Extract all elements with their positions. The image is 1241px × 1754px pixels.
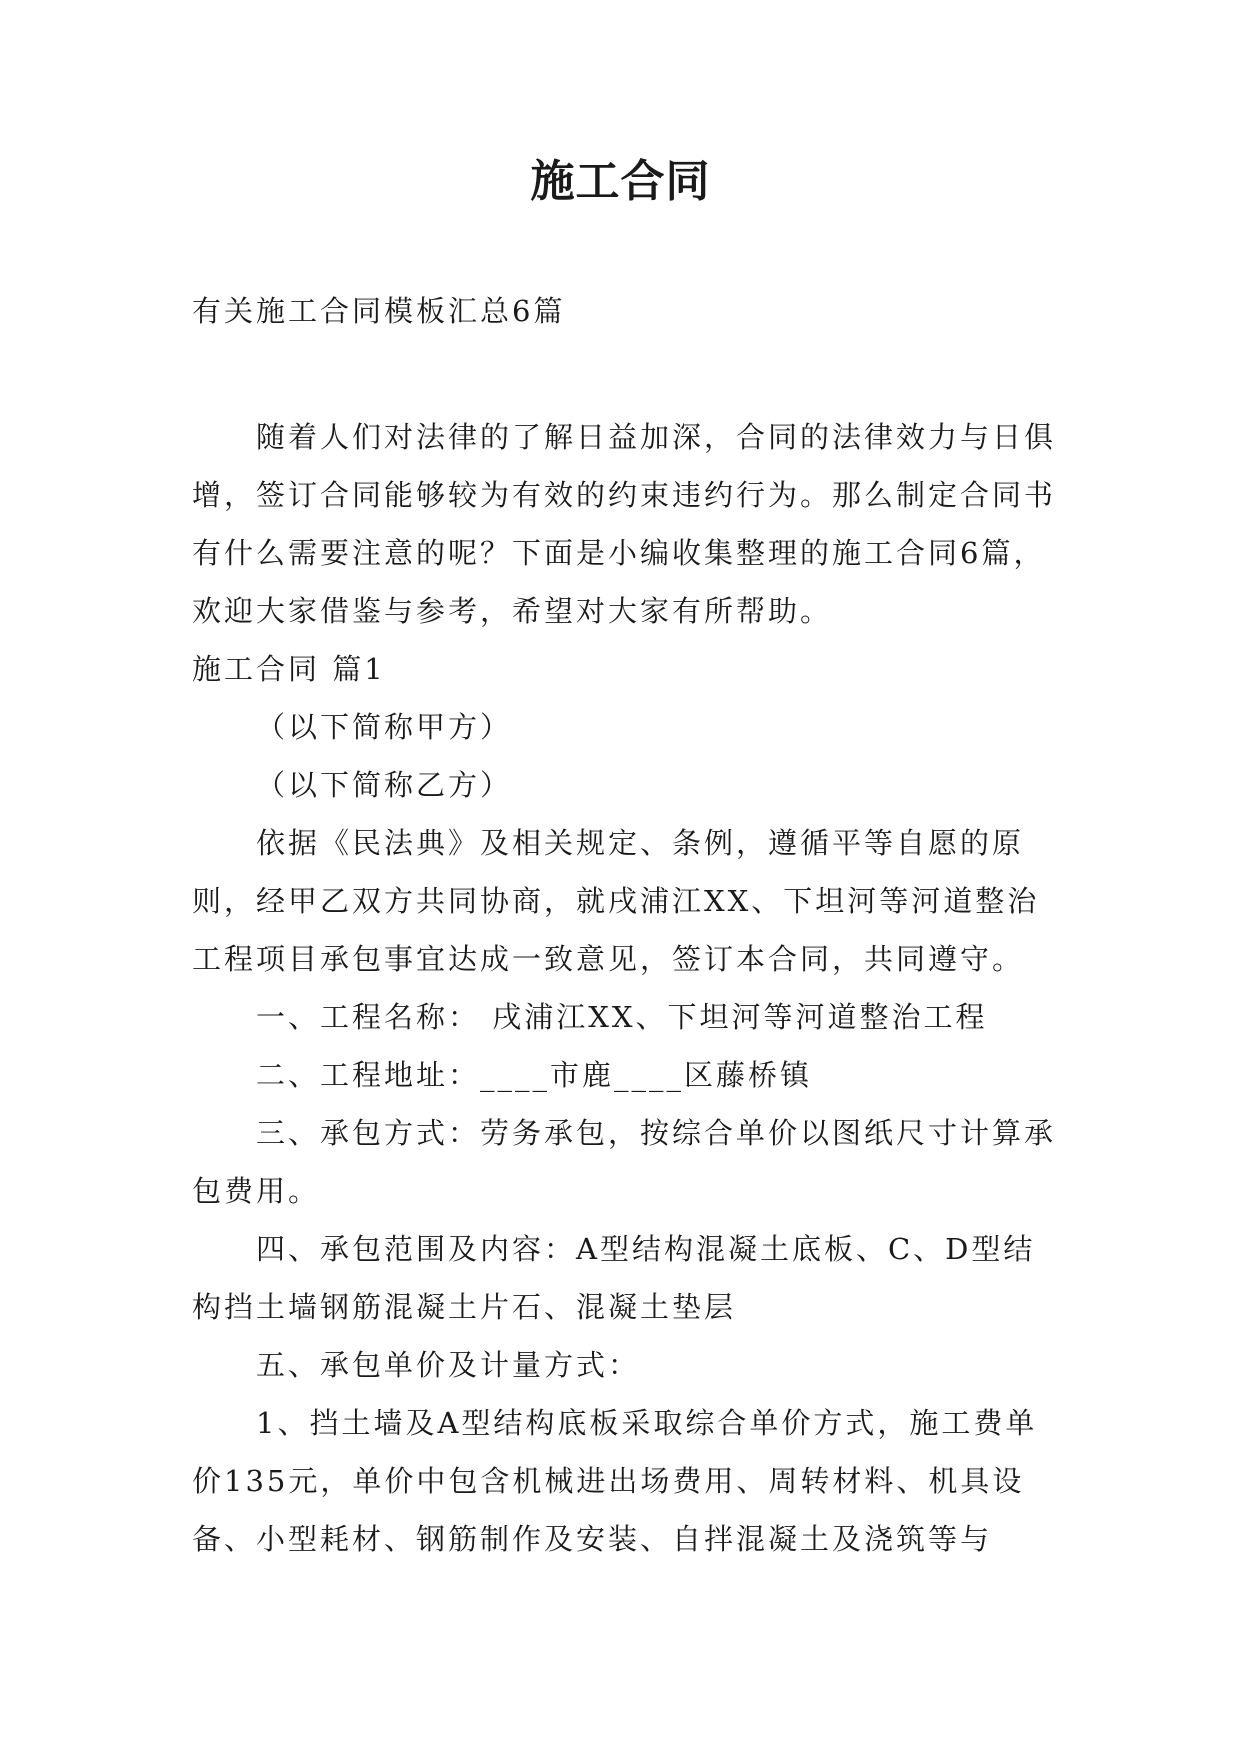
clause-contract-method: 三、承包方式：劳务承包，按综合单价以图纸尺寸计算承包费用。 [192,1116,1057,1208]
clause-scope: 四、承包范围及内容：A型结构混凝土底板、C、D型结构挡土墙钢筋混凝土片石、混凝土垫层 [192,1232,1036,1324]
clause-pricing-heading: 五、承包单价及计量方式： [256,1348,641,1382]
document-title: 施工合同 [530,156,711,207]
paragraph-basis: 依据《民法典》及相关规定、条例，遵循平等自愿的原则，经甲乙双方共同协商，就戌浦江XX、下坦河等河道整治工程项目承包事宜达成一致意见，签订本合同，共同遵守。 [192,826,1040,976]
paragraph-intro: 随着人们对法律的了解日益加深，合同的法律效力与日俱增，签订合同能够较为有效的约束违约行为。那么制定合同书有什么需要注意的呢？下面是小编收集整理的施工合同6篇，欢迎大家借鉴与参考，希望对大家有所帮助。 [192,420,1057,628]
document-subtitle: 有关施工合同模板汇总6篇 [192,294,566,328]
document-body [192,408,1067,1568]
clause-project-address: 二、工程地址：____市鹿____区藤桥镇 [256,1058,813,1092]
clause-project-name: 一、工程名称： 戌浦江XX、下坦河等河道整治工程 [256,1000,988,1034]
section-heading-part-1: 施工合同 篇1 [192,652,386,686]
party-b-line: （以下简称乙方） [256,768,513,802]
clause-pricing-item-1: 1、挡土墙及A型结构底板采取综合单价方式，施工费单价135元，单价中包含机械进出场费用、周转材料、机具设备、小型耗材、钢筋制作及安装、自拌混凝土及浇筑等与 [192,1406,1038,1556]
party-a-line: （以下简称甲方） [256,710,513,744]
